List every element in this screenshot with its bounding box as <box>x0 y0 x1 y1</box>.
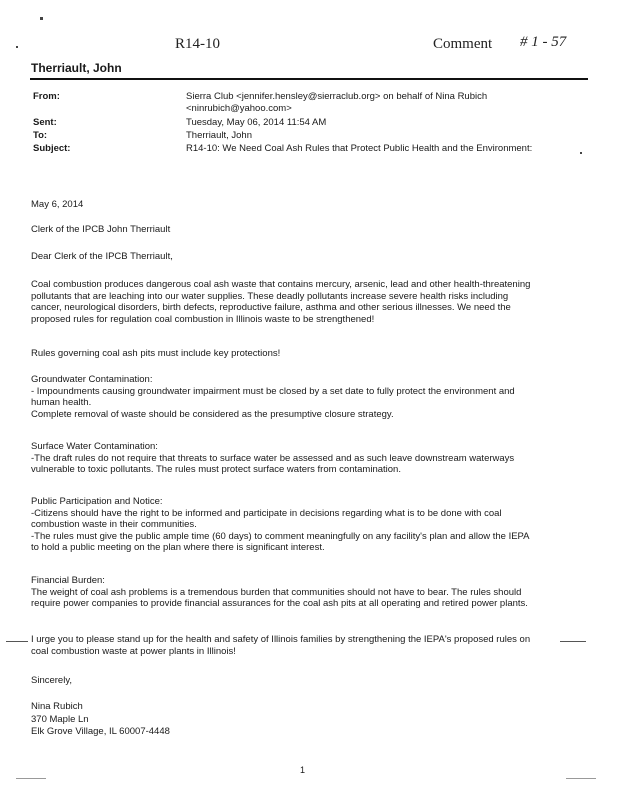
subject-value: R14-10: We Need Coal Ash Rules that Protect Public Health and the Environment: <box>186 143 533 154</box>
from-value: Sierra Club <jennifer.hensley@sierraclub.org> on behalf of Nina Rubich <box>186 91 488 102</box>
paragraph-line: combustion waste in their communities. <box>31 519 197 530</box>
scan-speck <box>16 46 18 48</box>
scan-line-mark <box>566 778 596 779</box>
paragraph-line: I urge you to please stand up for the health and safety of Illinois families by strengthening the IEPA's proposed rules on <box>31 634 531 645</box>
protections-line: Rules governing coal ash pits must include key protections! <box>31 348 281 359</box>
section-heading: Public Participation and Notice: <box>31 496 163 507</box>
comment-label: Comment <box>433 36 493 52</box>
paragraph-line: coal combustion waste at power plants in Illinois! <box>31 645 236 657</box>
paragraph-line: The weight of coal ash problems is a tremendous burden that communities should not have to bear. The rules should <box>31 586 522 598</box>
scan-line-mark <box>6 641 28 642</box>
paragraph-line: -Citizens should have the right to be informed and participate in decisions regarding what is to be done with coal <box>31 507 502 519</box>
letter-addressee: Clerk of the IPCB John Therriault <box>31 224 171 235</box>
signature-block <box>31 701 587 739</box>
participation-section <box>31 496 587 554</box>
subject-label: Subject: <box>33 143 71 154</box>
to-value: Therriault, John <box>186 130 253 141</box>
section-heading: Financial Burden: <box>31 575 105 586</box>
groundwater-section <box>31 374 587 420</box>
recipient-name: Therriault, John <box>31 61 122 75</box>
financial-section <box>31 575 587 610</box>
section-heading: Surface Water Contamination: <box>31 441 158 452</box>
scan-speck <box>580 152 582 154</box>
header-divider <box>30 78 588 80</box>
paragraph-line: cancer, neurological disorders, birth defects, reproductive failure, asthma and other serious illnesses. We need the <box>31 302 511 313</box>
letter-signoff: Sincerely, <box>31 675 73 686</box>
docket-number: R14-10 <box>175 36 220 52</box>
paragraph-line: - Impoundments causing groundwater impairment must be closed by a set date to fully protect the environment and <box>31 385 515 397</box>
section-heading: Groundwater Contamination: <box>31 374 153 385</box>
intro-paragraph <box>31 279 587 325</box>
page-number: 1 <box>300 765 306 775</box>
scan-line-mark <box>560 641 586 642</box>
paragraph-line: -The rules must give the public ample time (60 days) to comment meaningfully on any facility's plan and allow the IEPA <box>31 530 530 542</box>
paragraph-line: require power companies to provide financial assurances for the coal ash pits at all operating and retired power plants. <box>31 598 528 609</box>
sent-label: Sent: <box>33 117 57 128</box>
paragraph-line: pollutants that are leaching into our water supplies. These deadly pollutants increase severe health risks including <box>31 290 509 302</box>
comment-number: # 1 - 57 <box>520 34 567 50</box>
paragraph-line: Complete removal of waste should be considered as the presumptive closure strategy. <box>31 408 394 420</box>
to-label: To: <box>33 130 48 141</box>
from-email: <ninrubich@yahoo.com> <box>186 103 292 114</box>
scan-line-mark <box>16 778 46 779</box>
paragraph-line: human health. <box>31 397 92 408</box>
closing-paragraph <box>31 634 587 657</box>
letter-date: May 6, 2014 <box>31 199 84 210</box>
signer-street: 370 Maple Ln <box>31 713 89 725</box>
scan-speck <box>40 17 43 20</box>
paragraph-line: -The draft rules do not require that threats to surface water be assessed and as such leave downstream waterways <box>31 452 515 464</box>
paragraph-line: vulnerable to toxic pollutants. The rules must protect surface waters from contamination. <box>31 464 401 475</box>
surface-water-section <box>31 441 587 476</box>
paragraph-line: Coal combustion produces dangerous coal ash waste that contains mercury, arsenic, lead and other health-threatening <box>31 279 531 290</box>
sent-value: Tuesday, May 06, 2014 11:54 AM <box>186 117 327 128</box>
from-label: From: <box>33 91 60 102</box>
paragraph-line: to hold a public meeting on the plan where there is significant interest. <box>31 542 325 553</box>
signer-city: Elk Grove Village, IL 60007-4448 <box>31 726 170 737</box>
signer-name: Nina Rubich <box>31 701 83 712</box>
letter-salutation: Dear Clerk of the IPCB Therriault, <box>31 251 173 262</box>
paragraph-line: proposed rules for regulation coal combustion in Illinois waste to be strengthened! <box>31 313 375 325</box>
